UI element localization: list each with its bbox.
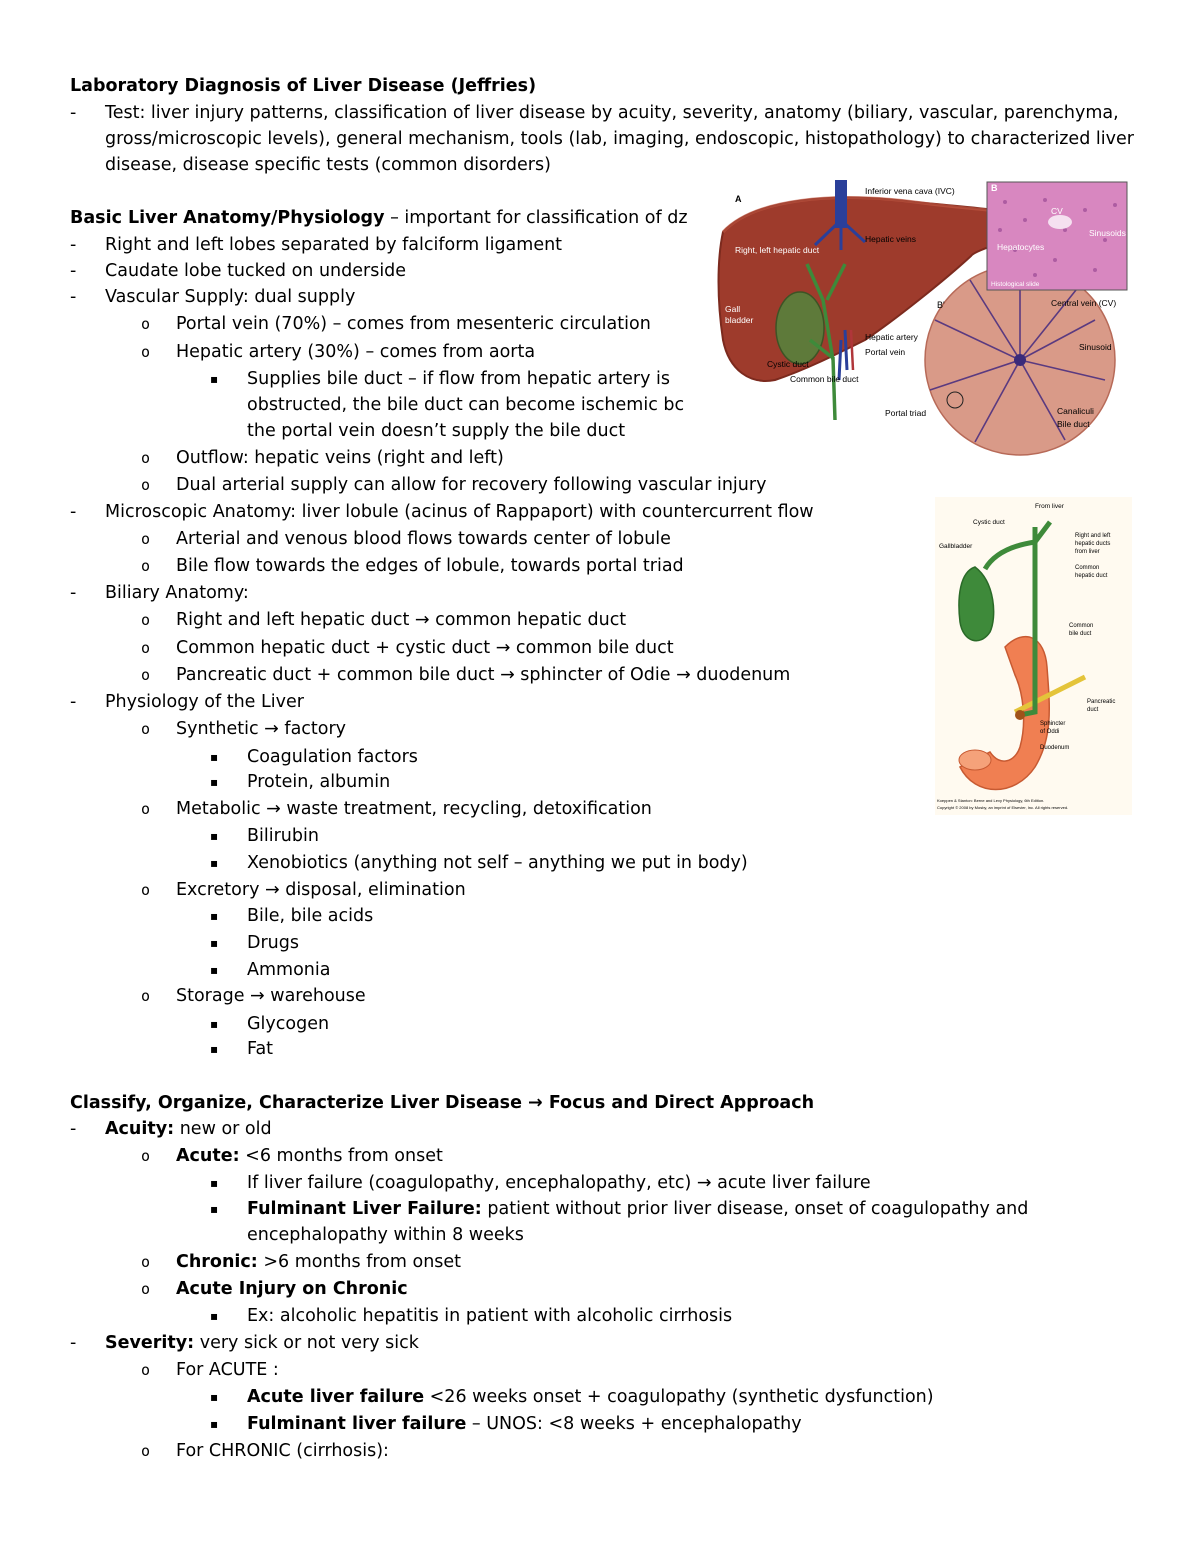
credit-line-1: Koeppen & Stanton: Berne and Levy Physiology, 6th Edition. (937, 798, 1045, 803)
panel-b-label: B (991, 183, 998, 193)
cv-label: CV (1051, 206, 1063, 216)
document-title: Laboratory Diagnosis of Liver Disease (Jeffries) (70, 76, 537, 96)
panel-a-label: A (735, 194, 742, 204)
sphincter-label-2: of Oddi (1040, 729, 1060, 735)
section-heading: Classify, Organize, Characterize Liver Disease → Focus and Direct Approach (70, 1093, 815, 1113)
common-bile-duct-label: Common bile duct (790, 374, 859, 384)
common-bile-label-2: bile duct (1069, 631, 1092, 637)
pancreatic-label-2: duct (1087, 707, 1099, 713)
gall-bladder-shape (776, 292, 824, 364)
duodenum-label: Duodenum (1040, 745, 1070, 751)
sinusoid-label: Sinusoid (1079, 342, 1112, 352)
cystic-duct-label: Cystic duct (767, 359, 809, 369)
central-vein-label: Central vein (CV) (1051, 298, 1117, 308)
bladder-label: bladder (725, 315, 754, 325)
rl-hepatic-label-3: from liver (1075, 549, 1100, 555)
histological-slide-label: Histological slide (991, 281, 1040, 288)
hepatic-veins-label: Hepatic veins (865, 234, 917, 244)
dash-bullet: - (70, 103, 77, 123)
gallbladder-label: Gallbladder (939, 543, 973, 550)
b-prime-label: B' (937, 300, 945, 310)
liver-anatomy-figure (715, 180, 1130, 460)
section-heading: Basic Liver Anatomy/Physiology – important for classification of dz (70, 208, 688, 228)
pancreatic-label-1: Pancreatic (1087, 699, 1116, 705)
bile-duct-label: Bile duct (1057, 419, 1090, 429)
rl-hepatic-label-2: hepatic ducts (1075, 541, 1111, 547)
rl-hepatic-duct-label: Right, left hepatic duct (735, 245, 820, 255)
portal-triad-label: Portal triad (885, 408, 927, 418)
cystic-duct-label: Cystic duct (973, 519, 1005, 526)
common-hepatic-label-2: hepatic duct (1075, 573, 1108, 579)
hepatic-artery-label: Hepatic artery (865, 332, 918, 342)
gallbladder-shape (959, 567, 994, 641)
sinusoids-label: Sinusoids (1089, 228, 1126, 238)
document-page: Laboratory Diagnosis of Liver Disease (Jeffries) - Test: liver injury patterns, classification of liver disease by acuity, severity, anatomy (biliary, vascular, parenchyma, gross/microscopic levels), general mechanism, tools (lab, imaging, endoscopic, histopathology) to characterized liver disease, disease specific tests (common disorders) Basic Liver Anatomy/Physiology – important for classification of dz - Right and left lobes separated by falciform ligament - Caudate lobe tucked on underside - Vascular Supply: dual supply o Portal vein (70%) – comes from mesenteric circulation o Hepatic artery (30%) – comes from aorta ▪ Supplies bile duct – if flow from hepatic artery is obstructed, the bile duct can become ischemic bc the portal vein doesn’t supply the bile duct o Outflow: hepatic veins (right and left) o Dual arterial supply can allow for recovery following vascular injury - Microscopic Anatomy: liver lobule (acinus of Rappaport) with countercurrent flow o Arterial and venous blood flows towards center of lobule o Bile flow towards the edges of lobule, towards portal triad - Biliary Anatomy: o Right and left hepatic duct → common hepatic duct o Common hepatic duct + cystic duct → common bile duct o Pancreatic duct + common bile duct → sphincter of Odie → duodenum - Physiology of the Liver o Synthetic → factory ▪ Coagulation factors ▪ Protein, albumin o Metabolic → waste treatment, recycling, detoxification ▪ Bilirubin ▪ Xenobiotics (anything not self – anything we put in body) o Excretory → disposal, elimination ▪ Bile, bile acids ▪ Drugs ▪ Ammonia o Storage → warehouse ▪ Glycogen ▪ Fat Classify, Organize, Characterize Liver Disease → Focus and Direct Approach - Acuity: new or old o Acute: <6 months from onset ▪ If liver failure (coagulopathy, encephalopathy, etc) → acute liver failure ▪ Fulminant Liver Failure: patient without prior liver disease, onset of coagulopathy and encephalopathy within 8 weeks o Chronic: >6 months from onset o Acute Injury on Chronic ▪ Ex: alcoholic hepatitis in patient with alcoholic cirrhosis - Severity: very sick or not very sick o For ACUTE : ▪ Acute liver failure <26 weeks onset + coagulopathy (synthetic dysfunction) ▪ Fulminant liver failure – UNOS: <8 weeks + encephalopathy o For CHRONIC (cirrhosis): A B Inferior vena cava (IVC) Hepatic veins Right, left hepatic duct Gall bladder Cystic duct Common bile duct B' Hepatic artery Portal vein Portal triad Central vein (CV) Sinusoid Canaliculi Bile duct CV Sinusoids Hepatocytes Histological slide From liver Cystic duct Gallbladder Right and left hepatic ducts from liver Common hepatic duct Common bile duct Pancreatic duct Sphincter of Oddi Duodenum Koeppen & Stanton: Berne and Levy Physiology, 6th Edition. Copyright © 2008 by Mosby, an imprint of Elsevier, Inc. All rights reserved. (70, 76, 1134, 1461)
canaliculi-label: Canaliculi (1057, 406, 1094, 416)
from-liver-label: From liver (1035, 503, 1064, 510)
biliary-anatomy-figure (935, 497, 1132, 815)
ivc-label: Inferior vena cava (IVC) (865, 186, 955, 196)
portal-vein-label: Portal vein (865, 347, 906, 357)
common-hepatic-label-1: Common (1075, 565, 1100, 571)
credit-line-2: Copyright © 2008 by Mosby, an imprint of Elsevier, Inc. All rights reserved. (937, 805, 1069, 810)
rl-hepatic-label-1: Right and left (1075, 533, 1111, 539)
hepatocytes-label: Hepatocytes (997, 242, 1045, 252)
sphincter-label-1: Sphincter (1040, 721, 1066, 727)
gall-label: Gall (725, 304, 741, 314)
common-bile-label-1: Common (1069, 623, 1094, 629)
